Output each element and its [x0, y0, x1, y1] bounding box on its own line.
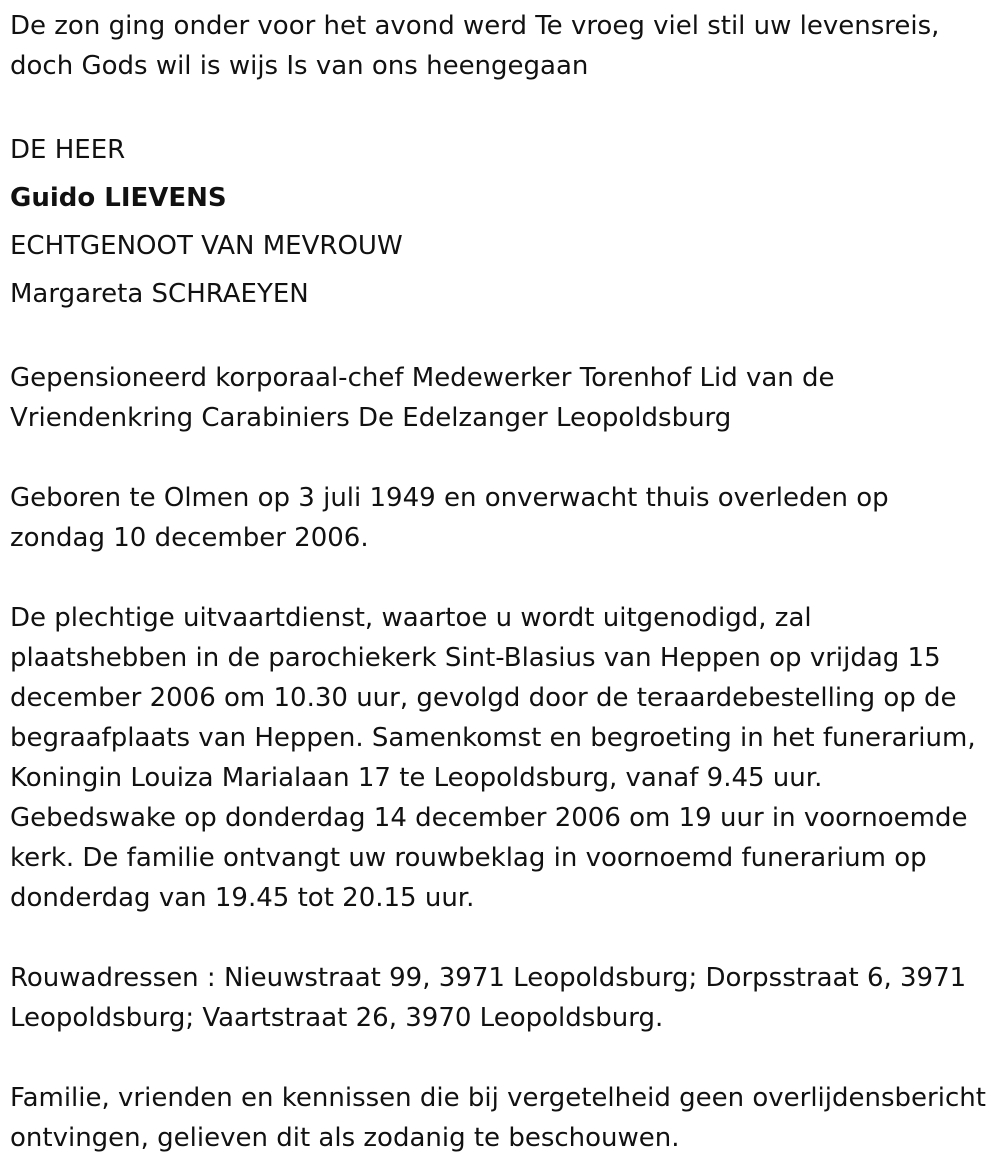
spouse-name: Margareta SCHRAEYEN: [10, 279, 309, 309]
roles-paragraph: Gepensioneerd korporaal-chef Medewerker Torenhof Lid van de Vriendenkring Carabiniers De Edelzanger Leopoldsburg: [10, 363, 835, 433]
intro-verse: De zon ging onder voor het avond werd Te vroeg viel stil uw levensreis, doch Gods wil is wijs Is van ons heengegaan: [10, 11, 940, 81]
birth-death-paragraph: Geboren te Olmen op 3 juli 1949 en onverwacht thuis overleden op zondag 10 december 2006.: [10, 483, 889, 553]
spacer: [10, 318, 990, 358]
spacer: [10, 438, 990, 478]
notice-paragraph: Familie, vrienden en kennissen die bij vergetelheid geen overlijdensbericht ontvingen, gelieven dit als zodanig te beschouwen.: [10, 1083, 986, 1153]
spacer: [10, 918, 990, 958]
salutation: DE HEER: [10, 135, 126, 165]
spouse-label: ECHTGENOOT VAN MEVROUW: [10, 231, 403, 261]
addresses-paragraph: Rouwadressen : Nieuwstraat 99, 3971 Leopoldsburg; Dorpsstraat 6, 3971 Leopoldsburg; Vaartstraat 26, 3970 Leopoldsburg.: [10, 963, 967, 1033]
deceased-name: Guido LIEVENS: [10, 183, 227, 213]
spacer: [10, 86, 990, 126]
spacer: [10, 1038, 990, 1078]
service-paragraph: De plechtige uitvaartdienst, waartoe u wordt uitgenodigd, zal plaatshebben in de parochiekerk Sint-Blasius van Heppen op vrijdag 15 december 2006 om 10.30 uur, gevolgd door de teraardebestelling op de begraafplaats van Heppen. Samenkomst en begroeting in het funerarium, Koningin Louiza Marialaan 17 te Leopoldsburg, vanaf 9.45 uur. Gebedswake op donderdag 14 december 2006 om 19 uur in voornoemde kerk. De familie ontvangt uw rouwbeklag in voornoemd funerarium op donderdag van 19.45 tot 20.15 uur.: [10, 603, 976, 913]
spacer: [10, 558, 990, 598]
